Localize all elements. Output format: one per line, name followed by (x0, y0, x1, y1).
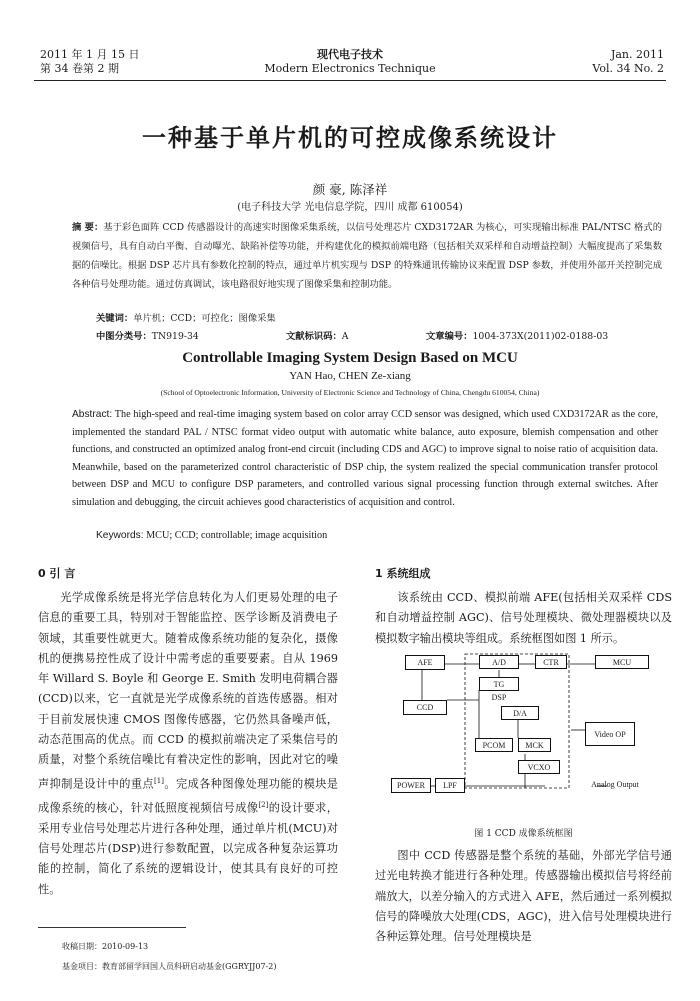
volume-issue: 第 34 卷第 2 期 (40, 62, 119, 75)
journal-name-en: Modern Electronics Technique (264, 62, 436, 75)
section-1-paragraph-1: 该系统由 CCD、模拟前端 AFE(包括相关双采样 CDS 和自动增益控制 AGC)、信号处理模块、微处理器模块以及模拟数字输出模块等组成。系统框图如图 1 所示。 (375, 591, 672, 645)
block-power: POWER (391, 778, 431, 793)
journal-name-cn: 现代电子技术 (317, 48, 383, 61)
abstract-text: 基于彩色面阵 CCD 传感器设计的高速实时图像采集系统，以信号处理芯片 CXD3172AR 为核心，可实现输出标准 PAL/NTSC 格式的视频信号，具有自动白平衡、自动曝光、缺陷补偿等功能，并构建优化的模拟前端电路（包括相关双采样和自动增益控制）大幅度提高了采集数据的信噪比。根据 DSP 芯片具有参数化控制的特点，通过单片机实现与 DSP 的特殊通讯传输协议来配置 DSP 参数，并使用外部开关控制完成各种信号处理功能。通过仿真调试，该电路很好地实现了图像采集和控制功能。 (72, 222, 662, 290)
block-ctr: CTR (535, 655, 567, 669)
article-number: 文章编号：1004-373X(2011)02-0188-03 (426, 331, 609, 342)
block-da: D/A (501, 706, 539, 720)
footnote-rule (38, 927, 186, 928)
english-affiliation: (School of Optoelectronic Information, University of Electronic Science and Technology of China, Chengdu 610054, China) (160, 388, 540, 397)
authors: 颜 豪, 陈泽祥 (312, 182, 388, 197)
keywords-cn (96, 310, 276, 324)
label-analog-output: Analog Output (591, 780, 639, 789)
english-authors: YAN Hao, CHEN Ze-xiang (289, 370, 411, 382)
reference-2: [2] (258, 800, 269, 809)
block-vcxo: VCXO (518, 760, 560, 774)
block-tg: TG (479, 677, 519, 691)
header-rule (34, 80, 666, 81)
section-1-paragraph-2: 图中 CCD 传感器是整个系统的基础，外部光学信号通过光电转换才能进行各种处理。传感器输出模拟信号将经前端放大，以差分输入的方式进入 AFE，然后通过一系列模拟信号的降噪放大处理(CDS，AGC)，进入信号处理模块进行各种运算处理。信号处理模块是 (375, 849, 672, 944)
figure-1-caption: 图 1 CCD 成像系统框图 (474, 829, 573, 839)
reference-1: [1] (154, 776, 164, 785)
label-dsp: DSP (491, 693, 507, 702)
block-mcu: MCU (595, 655, 649, 669)
english-keywords-text: MCU; CCD; controllable; image acquisition (146, 530, 328, 541)
section-0-heading: 0 引 言 (38, 567, 76, 580)
issue-date: 2011 年 1 月 15 日 (40, 48, 140, 61)
issue-date-en: Jan. 2011 (610, 48, 664, 61)
journal-date-volume (40, 48, 139, 76)
block-ad: A/D (479, 655, 519, 669)
block-pcom: PCOM (475, 738, 513, 752)
volume-issue-en: Vol. 34 No. 2 (592, 62, 664, 75)
journal-date-volume-en (592, 48, 664, 76)
section-1-heading: 1 系统组成 (375, 567, 431, 580)
block-mck: MCK (518, 738, 551, 752)
english-keywords-label: Keywords: (96, 530, 144, 541)
keywords-label: 关键词： (96, 313, 134, 323)
received-date: 收稿日期：2010-09-13 (62, 942, 149, 951)
block-lpf: LPF (435, 778, 465, 793)
block-video-op: Video OP (585, 722, 635, 746)
english-abstract (72, 406, 658, 511)
english-abstract-label: Abstract: (72, 409, 113, 420)
english-abstract-text: The high-speed and real-time imaging system based on color array CCD sensor was designed, which used CXD3172AR as the core, implemented the standard PAL / NTSC format video output with automatic white balance, auto exposure, blemish compensation and other functions, and constructed an optimized analog front-end circuit (including CDS and AGC) to improve signal to noise ratio of acquisition data. Meanwhile, based on the parameterized control characteristic of DSP chip, the system realized the special communication transfer protocol between DSP and MCU to configure DSP parameters, and controlled various signal processing function through external switches. After simulation and debugging, the circuit achieves good characteristics of acquisition and control. (72, 409, 658, 508)
block-ccd: CCD (403, 700, 447, 715)
affiliation: (电子科技大学 光电信息学院，四川 成都 610054) (237, 202, 463, 213)
journal-name (240, 48, 460, 76)
abstract-cn (72, 218, 662, 294)
fund-project: 基金项目：教育部留学回国人员科研启动基金(GGRYJJ07-2) (62, 962, 277, 971)
block-afe: AFE (405, 655, 445, 670)
abstract-label: 摘 要： (72, 222, 104, 233)
section-0-paragraph: 光学成像系统是将光学信息转化为人们更易处理的电子信息的重要工具，特别对于智能监控、医学诊断及消费电子领域，其重要性就更大。随着成像系统功能的复杂化，摄像机的便携易控性成了设计中需考虑的重要要素。自从 1969 年 Willard S. Boyle 和 George E. Smith 发明电荷耦合器(CCD)以来，它一直就是光学成像系统的首选传感器。相对于目前发展快速 CMOS 图像传感器，它仍然具备噪声低，动态范围高的优点。而 CCD 的模拟前端决定了采集信号的质量，对整个系统信噪比有着决定性的影响，因此对它的噪声抑制是设计中的重点[1]。完成各种图像处理功能的模块是成像系统的核心，针对低照度视频信号成像[2]的设计要求，采用专业信号处理芯片进行各种处理，通过单片机(MCU)对信号处理芯片(DSP)进行参数配置，以完成各种复杂运算功能的控制，简化了系统的逻辑设计，使其具有良好的可控性。 (38, 591, 338, 896)
english-keywords (96, 530, 327, 541)
clc-number: 中图分类号：TN919-34 (96, 331, 199, 342)
english-title: Controllable Imaging System Design Based on MCU (182, 350, 518, 366)
paper-title: 一种基于单片机的可控成像系统设计 (142, 124, 558, 152)
document-code: 文献标识码：A (286, 331, 349, 342)
keywords-text: 单片机；CCD；可控化；图像采集 (133, 313, 276, 324)
figure-1-diagram (375, 648, 672, 818)
